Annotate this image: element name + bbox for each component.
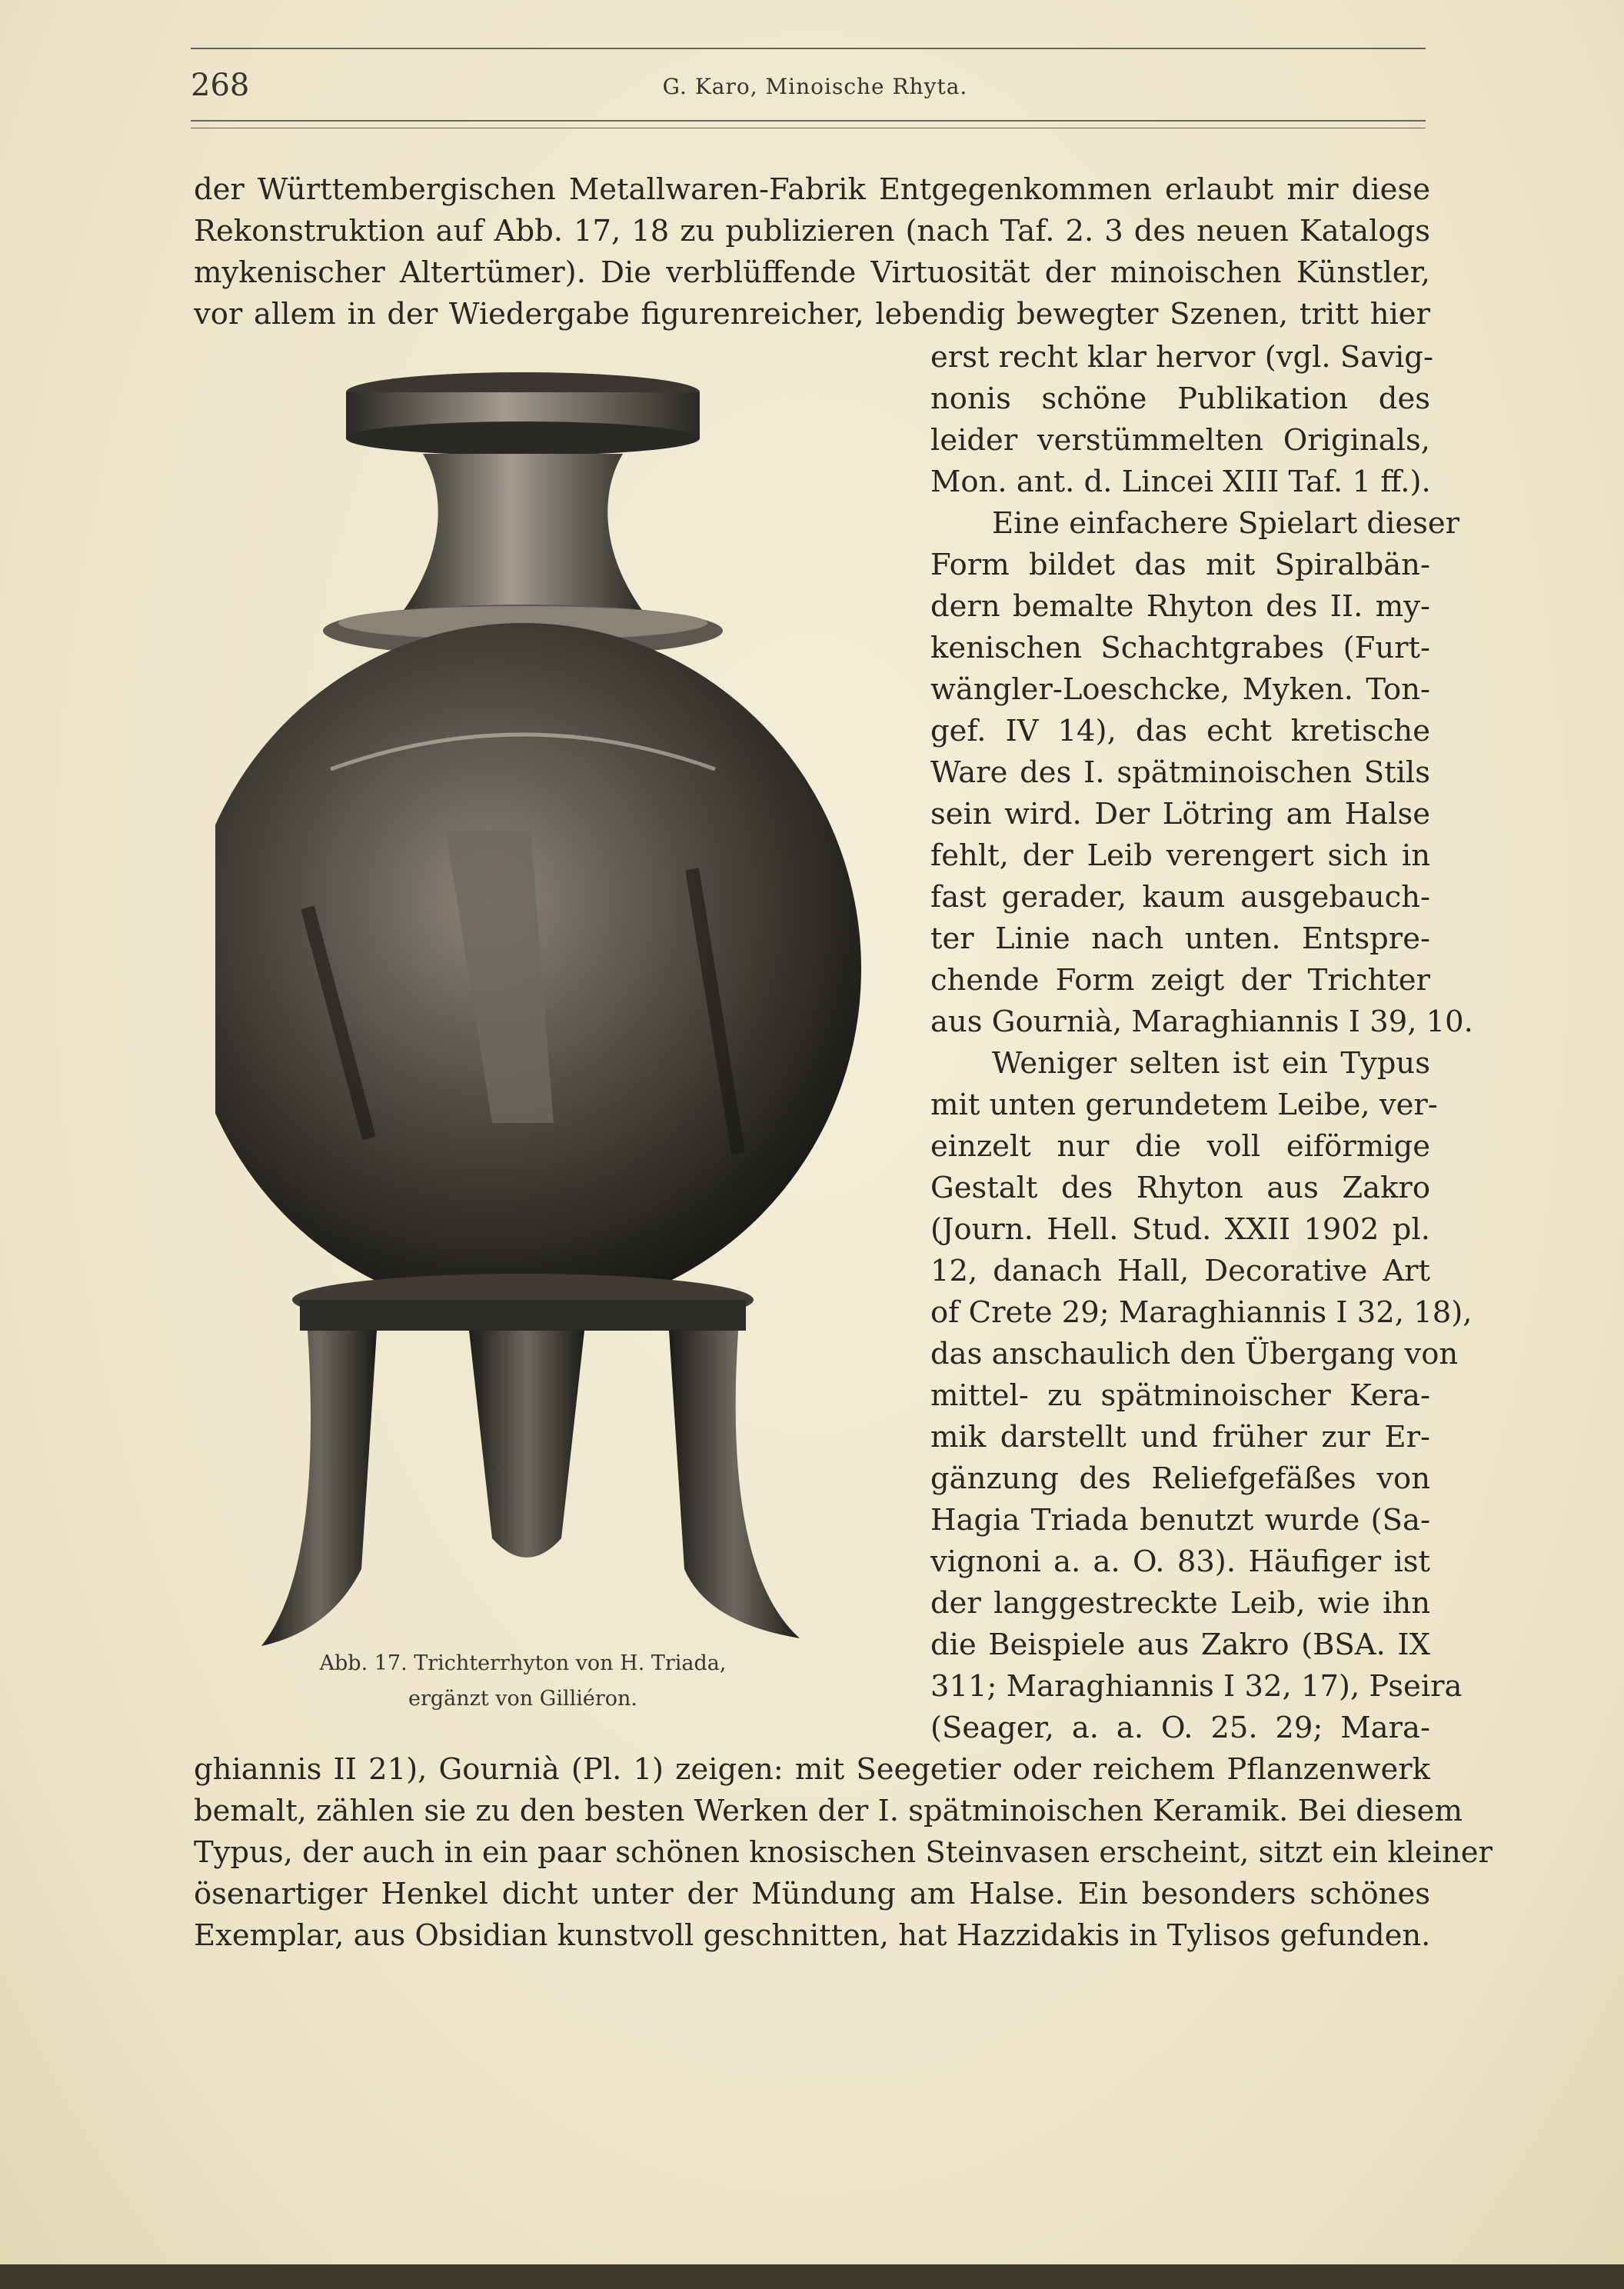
- text-line: mit unten gerundetem Leibe, ver-: [930, 1088, 1438, 1122]
- text-line: das anschaulich den Übergang von: [930, 1337, 1459, 1371]
- text-line: Exemplar, aus Obsidian kunstvoll geschnitten, hat Hazzidakis in Tylisos gefunden.: [194, 1918, 1431, 1953]
- text-line: ösenartiger Henkel dicht unter der Mündung am Halse. Ein besonders schönes: [194, 1877, 1430, 1911]
- text-line: vignoni a. a. O. 83). Häufiger ist: [930, 1544, 1430, 1579]
- text-line: fast gerader, kaum ausgebauch-: [930, 880, 1430, 915]
- text-line: vor allem in der Wiedergabe figurenreicher, lebendig bewegter Szenen, tritt hier: [194, 297, 1430, 332]
- text-line: sein wird. Der Lötring am Halse: [930, 797, 1430, 831]
- rhyton-illustration: [215, 369, 907, 1677]
- text-line: Gestalt des Rhyton aus Zakro: [930, 1171, 1430, 1205]
- text-line: aus Gournià, Maraghiannis I 39, 10.: [930, 1005, 1473, 1039]
- text-line: of Crete 29; Maraghiannis I 32, 18),: [930, 1295, 1473, 1330]
- text-line: nonis schöne Publikation des: [930, 382, 1430, 416]
- text-line: Weniger selten ist ein Typus: [992, 1046, 1430, 1081]
- text-line: (Seager, a. a. O. 25. 29; Mara-: [930, 1711, 1430, 1745]
- figure-caption-line2: ergänzt von Gilliéron.: [408, 1687, 637, 1711]
- text-line: chende Form zeigt der Trichter: [930, 963, 1430, 998]
- text-line: wängler-Loeschcke, Myken. Ton-: [930, 672, 1430, 707]
- text-line: bemalt, zählen sie zu den besten Werken der I. spätminoischen Keramik. Bei diesem: [194, 1794, 1463, 1828]
- text-line: der langgestreckte Leib, wie ihn: [930, 1586, 1430, 1621]
- running-head: G. Karo, Minoische Rhyta.: [662, 74, 968, 99]
- text-line: 12, danach Hall, Decorative Art: [930, 1254, 1430, 1288]
- text-line: Ware des I. spätminoischen Stils: [930, 755, 1430, 790]
- text-line: Mon. ant. d. Lincei XIII Taf. 1 ff.).: [930, 465, 1431, 499]
- book-edge: [0, 2264, 1624, 2289]
- text-line: fehlt, der Leib verengert sich in: [930, 838, 1430, 873]
- text-line: Rekonstruktion auf Abb. 17, 18 zu publizieren (nach Taf. 2. 3 des neuen Katalogs: [194, 214, 1430, 248]
- text-line: erst recht klar hervor (vgl. Savig-: [930, 340, 1433, 375]
- text-line: mik darstellt und früher zur Er-: [930, 1420, 1430, 1454]
- header-rule-bottom: [191, 120, 1426, 122]
- text-line: kenischen Schachtgrabes (Furt-: [930, 631, 1430, 665]
- text-line: gef. IV 14), das echt kretische: [930, 714, 1430, 748]
- text-line: leider verstümmelten Originals,: [930, 423, 1430, 458]
- text-line: mittel- zu spätminoischer Kera-: [930, 1378, 1430, 1413]
- text-line: 311; Maraghiannis I 32, 17), Pseira: [930, 1669, 1463, 1704]
- text-line: dern bemalte Rhyton des II. my-: [930, 589, 1430, 624]
- text-line: mykenischer Altertümer). Die verblüffende Virtuosität der minoischen Künstler,: [194, 255, 1430, 290]
- text-line: Hagia Triada benutzt wurde (Sa-: [930, 1503, 1430, 1538]
- text-line: (Journ. Hell. Stud. XXII 1902 pl.: [930, 1212, 1430, 1247]
- text-line: gänzung des Reliefgefäßes von: [930, 1461, 1430, 1496]
- text-line: ghiannis II 21), Gournià (Pl. 1) zeigen: mit Seegetier oder reichem Pflanzenwerk: [194, 1752, 1430, 1787]
- text-line: die Beispiele aus Zakro (BSA. IX: [930, 1628, 1430, 1662]
- header-rule-top: [191, 48, 1426, 49]
- text-line: ter Linie nach unten. Entspre-: [930, 921, 1430, 956]
- text-line: Form bildet das mit Spiralbän-: [930, 548, 1430, 582]
- page-number: 268: [191, 68, 250, 103]
- text-line: einzelt nur die voll eiförmige: [930, 1129, 1430, 1164]
- text-line: Typus, der auch in ein paar schönen knosischen Steinvasen erscheint, sitzt ein kleiner: [194, 1835, 1493, 1870]
- figure-caption: Abb. 17. Trichterrhyton von H. Triada,: [319, 1651, 727, 1675]
- text-line: Eine einfachere Spielart dieser: [992, 506, 1460, 541]
- text-line: der Württembergischen Metallwaren-Fabrik Entgegenkommen erlaubt mir diese: [194, 172, 1430, 207]
